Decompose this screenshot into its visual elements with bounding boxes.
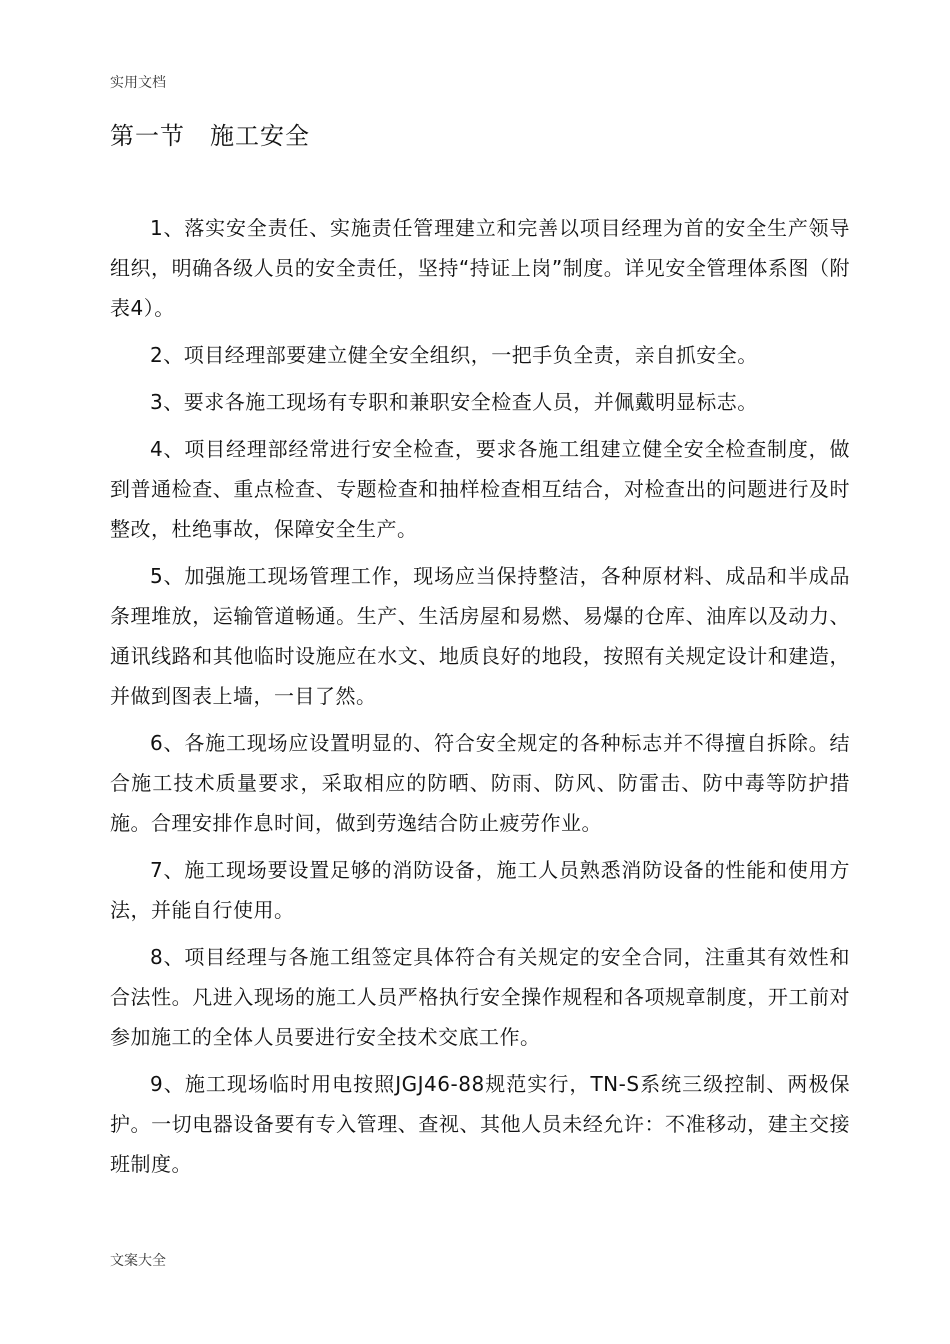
page-header: 实用文档 (110, 75, 166, 91)
paragraph-4: 4、项目经理部经常进行安全检查，要求各施工组建立健全安全检查制度，做到普通检查、重点检查、专题检查和抽样检查相互结合，对检查出的问题进行及时整改，杜绝事故，保障安全生产。 (110, 437, 850, 541)
paragraph-8: 8、项目经理与各施工组签定具体符合有关规定的安全合同，注重其有效性和合法性。凡进入现场的施工人员严格执行安全操作规程和各项规章制度，开工前对参加施工的全体人员要进行安全技术交底工作。 (110, 945, 850, 1049)
page-footer: 文案大全 (110, 1253, 166, 1269)
paragraph-9: 9、施工现场临时用电按照JGJ46-88规范实行，TN-S系统三级控制、两极保护。一切电器设备要有专入管理、查视、其他人员未经允许：不准移动，建主交接班制度。 (110, 1072, 850, 1176)
paragraph-1: 1、落实安全责任、实施责任管理建立和完善以项目经理为首的安全生产领导组织，明确各级人员的安全责任，坚持“持证上岗”制度。详见安全管理体系图（附表4）。 (110, 216, 850, 320)
paragraph-3: 3、要求各施工现场有专职和兼职安全检查人员，并佩戴明显标志。 (150, 390, 758, 414)
paragraph-5: 5、加强施工现场管理工作，现场应当保持整洁，各种原材料、成品和半成品条理堆放，运输管道畅通。生产、生活房屋和易燃、易爆的仓库、油库以及动力、通讯线路和其他临时设施应在水文、地质良好的地段，按照有关规定设计和建造，并做到图表上墙，一目了然。 (110, 564, 850, 708)
document-body (110, 208, 850, 1191)
paragraph-7: 7、施工现场要设置足够的消防设备，施工人员熟悉消防设备的性能和使用方法，并能自行使用。 (110, 858, 850, 922)
section-title: 第一节 施工安全 (110, 122, 310, 150)
paragraph-2: 2、项目经理部要建立健全安全组织，一把手负全责，亲自抓安全。 (150, 343, 758, 367)
paragraph-6: 6、各施工现场应设置明显的、符合安全规定的各种标志并不得擅自拆除。结合施工技术质量要求，采取相应的防晒、防雨、防风、防雷击、防中毒等防护措施。合理安排作息时间，做到劳逸结合防止疲劳作业。 (110, 731, 850, 835)
